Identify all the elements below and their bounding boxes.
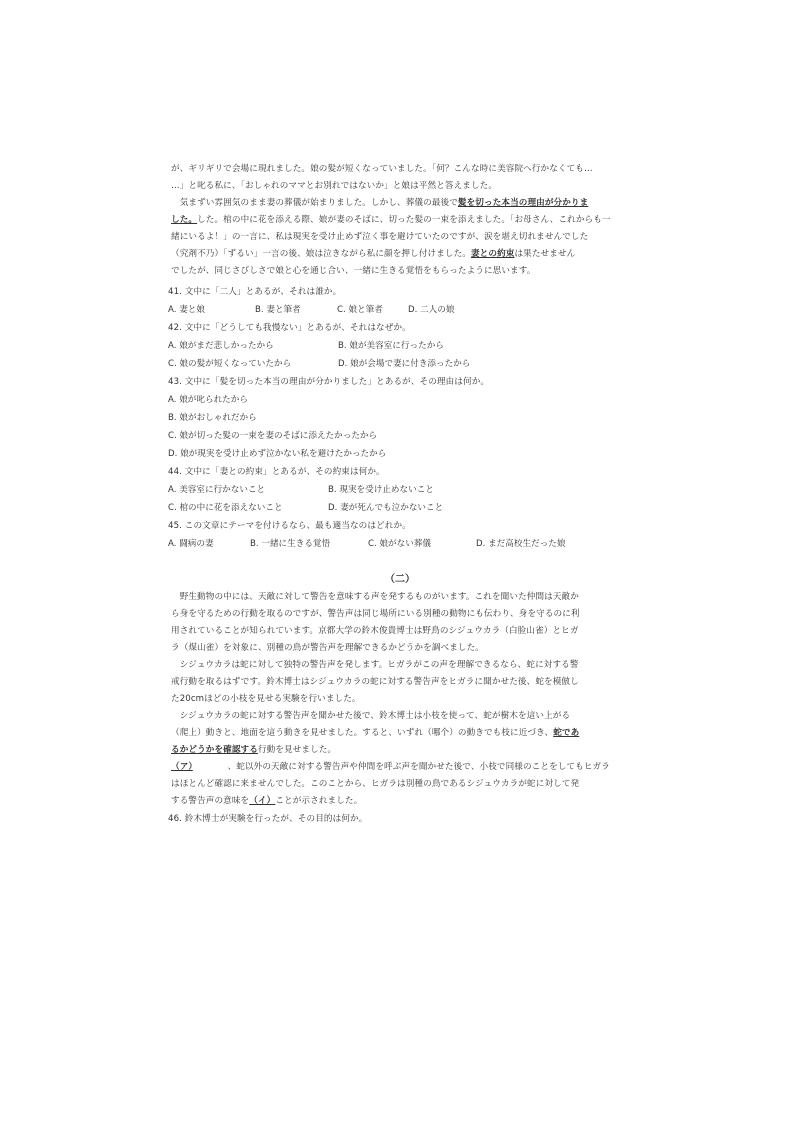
passage-line-6 — [171, 249, 575, 260]
q44-option-d[interactable]: D. 妻が死んでも泣かないこと — [328, 503, 444, 513]
blank-b: （イ） — [249, 796, 276, 806]
q44-option-b[interactable]: B. 現実を受け止めないこと — [328, 485, 434, 495]
emphasis-snake-b: るかどうかを確認する — [171, 745, 258, 755]
passage-line-3 — [171, 198, 588, 209]
part2-line-2: ら身を守るための行動を取るのですが、警告声は同じ場所にいる別種の動物にも伝わり、身を守るのに利 — [171, 609, 580, 619]
q42-option-a[interactable]: A. 娘がまだ悲しかったから — [168, 341, 274, 351]
q41-option-a[interactable]: A. 妻と娘 — [168, 305, 205, 315]
part2-line-4: ラ（煤山雀）を対象に、別種の鳥が警告声を理解できるかどうかを調べました。 — [171, 643, 484, 653]
passage-line-1: が、ギリギリで会場に現れました。娘の髪が短くなっていました。「何？こんな時に美容院へ行かなくても… — [171, 164, 593, 174]
passage-line-3-text: 気まずい雰囲気のまま妻の葬儀が始まりました。しかし、葬儀の最後で — [171, 198, 458, 208]
part2-line-8: シジュウカラの蛇に対する警告声を聞かせた後で、鈴木博士は小枝を使って、蛇が樹木を這い上がる — [171, 711, 571, 721]
q42-option-d[interactable]: D. 娘が会場で妻に付き添ったから — [338, 359, 471, 369]
blank-a: （ア） — [171, 762, 193, 772]
emphasis-promise: 妻との約束 — [470, 249, 515, 259]
question-46: 46. 鈴木博士が実験を行ったが、その目的は何か。 — [168, 814, 368, 824]
emphasis-reason: 髪を切った本当の理由が分かりま — [457, 198, 589, 208]
question-45: 45. この文章にテーマを付けるなら、最も適当なのはどれか。 — [168, 521, 411, 531]
q44-option-a[interactable]: A. 美容室に行かないこと — [168, 485, 266, 495]
question-43: 43. 文中に「髪を切った本当の理由が分かりました」とあるが、その理由は何か。 — [168, 377, 490, 387]
q45-option-b[interactable]: B. 一緒に生きる覚悟 — [250, 539, 331, 549]
part2-line-3: 用されていることが知られています。京都大学の鈴木俊貴博士は野鳥のシジュウカラ（白脸山雀）とヒガ — [171, 626, 579, 636]
part2-line-13-tail: ことが示されました。 — [275, 796, 363, 806]
emphasis-snake-a: 蛇であ — [553, 728, 580, 738]
part2-line-7: た20cmほどの小枝を見せる実験を行いました。 — [171, 694, 361, 704]
part2-line-12: はほとんど確認に来ませんでした。このことから、ヒガラは別種の鳥であるシジュウカラが蛇に対して発 — [171, 779, 580, 789]
part2-line-11 — [171, 762, 610, 773]
passage-line-7: でしたが、同じさびしさで娘と心を通じ合い、一緒に生きる覚悟をもらったように思います。 — [171, 266, 536, 276]
q45-option-a[interactable]: A. 闘病の妻 — [168, 539, 214, 549]
part2-line-9-text: （爬上）動きと、地面を這う動きを見せました。すると、いずれ（哪个）の動きでも枝に近づき、 — [171, 728, 554, 738]
part2-line-1: 野生動物の中には、天敵に対して警告を意味する声を発するものがいます。これを聞いた仲間は天敵か — [171, 592, 579, 602]
part2-line-5: シジュウカラは蛇に対して独特の警告声を発します。ヒガラがこの声を理解できるなら、蛇に対する警 — [171, 660, 579, 670]
q44-option-c[interactable]: C. 棺の中に花を添えないこと — [168, 503, 283, 513]
q45-option-c[interactable]: C. 娘がない葬儀 — [368, 539, 432, 549]
passage-line-6-tail: は果たせません — [514, 249, 576, 259]
part2-line-6: 戒行動を取るはずです。鈴木博士はシジュウカラの蛇に対する警告声をヒガラに聞かせた後、蛇を模倣し — [171, 677, 579, 687]
section-title: （二） — [385, 574, 415, 585]
passage-line-4-text: した。棺の中に花を添える際、娘が妻のそばに、切った髪の一束を添えました。「お母さん、これからも一 — [197, 215, 611, 225]
passage-line-2: …」と叱る私に、「おしゃれのママとお別れではないか」と娘は平然と答えました。 — [171, 181, 498, 191]
q42-option-c[interactable]: C. 娘の髪が短くなっていたから — [168, 359, 292, 369]
part2-line-10 — [171, 745, 336, 756]
q42-option-b[interactable]: B. 娘が美容室に行ったから — [338, 341, 444, 351]
passage-line-6-text: （究剤不乃）「ずるい」一言の後、娘は泣きながら私に顔を押し付けました。 — [171, 249, 471, 259]
q43-option-c[interactable]: C. 娘が切った髪の一束を妻のそばに添えたかったから — [168, 431, 378, 441]
part2-line-11-text: 、蛇以外の天敵に対する警告声や仲間を呼ぶ声を聞かせた後で、小枝で同様のことをしてもヒガラ — [192, 762, 610, 772]
question-41: 41. 文中に「二人」とあるが、それは誰か。 — [168, 287, 342, 297]
q43-option-d[interactable]: D. 娘が現実を受け止めず泣かない私を避けたかったから — [168, 449, 387, 459]
q41-option-c[interactable]: C. 娘と筆者 — [337, 305, 383, 315]
question-42: 42. 文中に「どうしても我慢ない」とあるが、それはなぜか。 — [168, 323, 411, 333]
question-44: 44. 文中に「妻との約束」とあるが、その約束は何か。 — [168, 467, 385, 477]
q45-option-d[interactable]: D. まだ高校生だった娘 — [476, 539, 566, 549]
emphasis-reason-end: した。 — [171, 215, 198, 225]
q41-option-d[interactable]: D. 二人の娘 — [408, 305, 455, 315]
q41-option-b[interactable]: B. 妻と筆者 — [255, 305, 301, 315]
q43-option-a[interactable]: A. 娘が叱られたから — [168, 395, 248, 405]
passage-line-4 — [171, 215, 611, 226]
part2-line-9 — [171, 728, 579, 739]
part2-line-13 — [171, 796, 362, 807]
q43-option-b[interactable]: B. 娘がおしゃれだから — [168, 413, 257, 423]
passage-line-5: 緒にいるよ！」の一言に、私は現実を受け止めず泣く事を避けていたのですが、涙を堪え切れませんでした — [171, 232, 589, 242]
part2-line-13-text: する警告声の意味を — [171, 796, 250, 806]
part2-line-10-tail: 行動を見せました。 — [257, 745, 337, 755]
